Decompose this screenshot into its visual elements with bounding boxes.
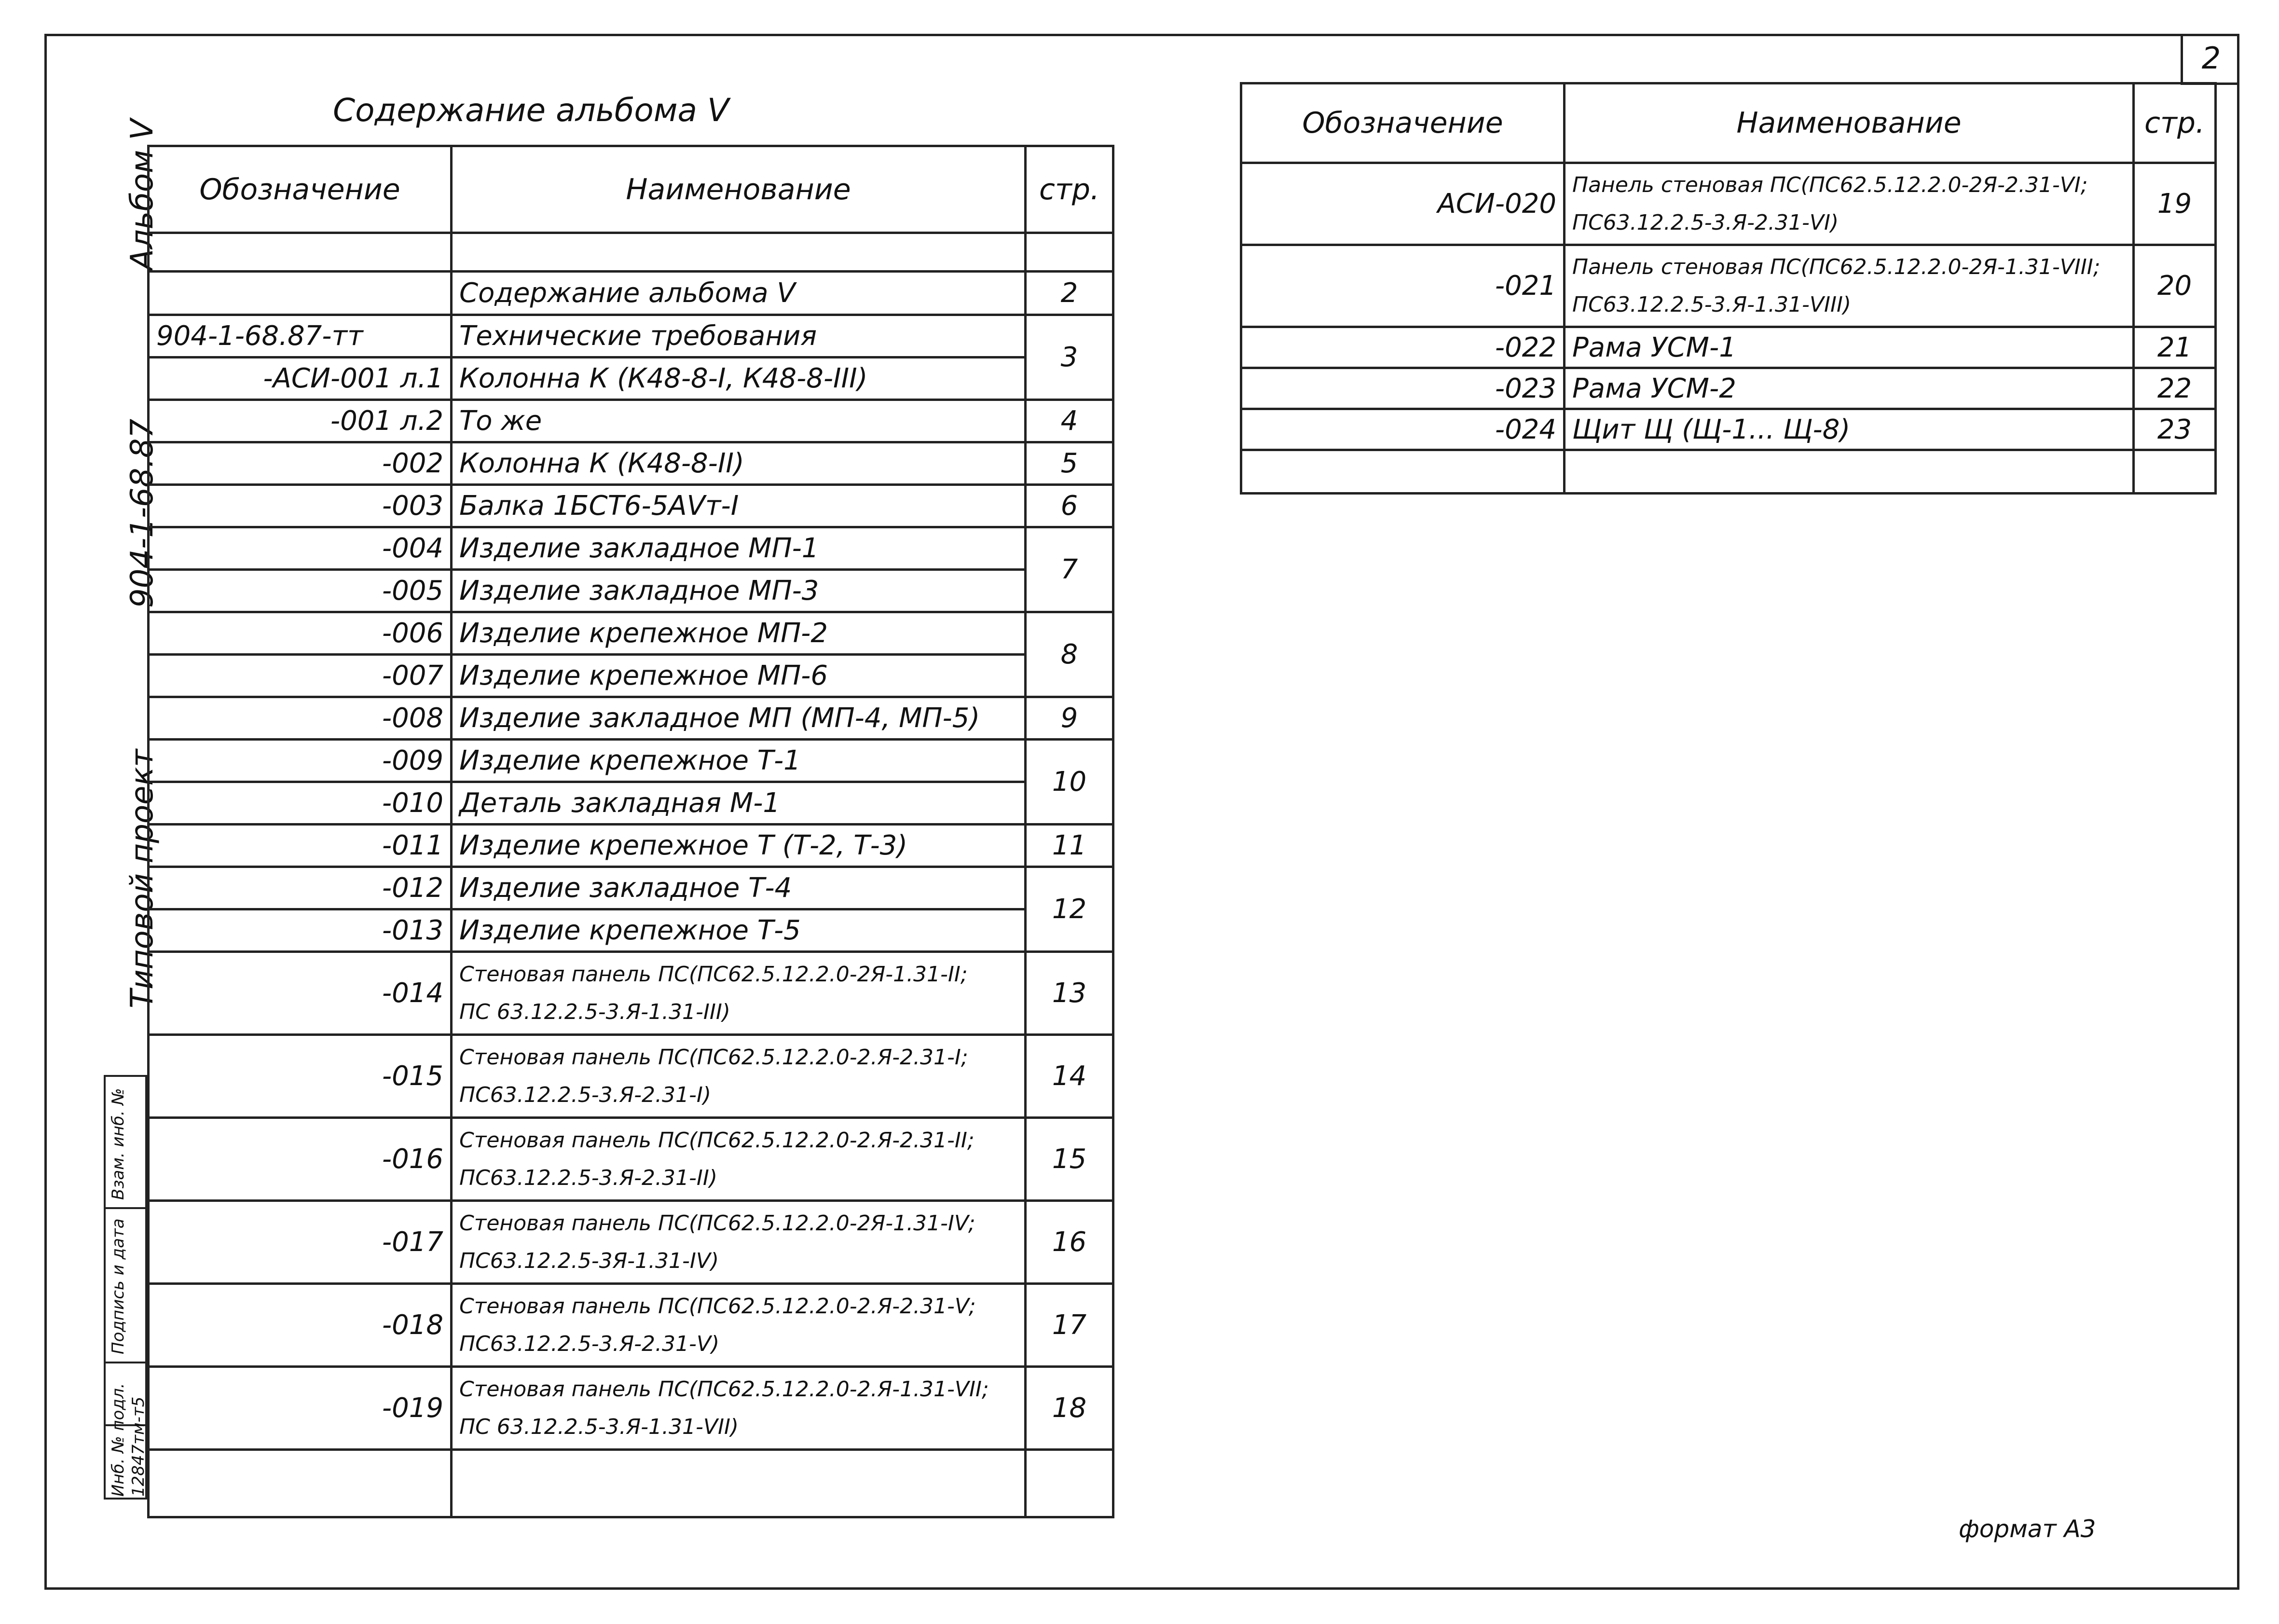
row-designation: -014 <box>149 952 452 1035</box>
row-page: 15 <box>1026 1118 1113 1201</box>
table-row <box>149 740 1113 782</box>
left-contents-table <box>147 145 1114 1518</box>
blank-cell <box>452 233 1026 272</box>
row-name: Колонна К (К48-8-I, К48-8-III) <box>452 358 1026 400</box>
row-name-line1: Стеновая панель ПС(ПС62.5.12.2.0-2.Я-2.31-V; <box>459 1294 976 1319</box>
row-designation: -018 <box>149 1284 452 1367</box>
row-designation: -016 <box>149 1118 452 1201</box>
row-page: 5 <box>1026 442 1113 485</box>
row-name-two-line <box>452 1284 1026 1367</box>
table-row <box>149 400 1113 442</box>
row-designation: -011 <box>149 825 452 867</box>
row-name-line1: Панель стеновая ПС(ПС62.5.12.2.0-2Я-2.31-VI; <box>1572 172 2088 197</box>
table-row <box>149 655 1113 697</box>
table-row <box>149 952 1113 1035</box>
row-name: Деталь закладная М-1 <box>452 782 1026 825</box>
table-row <box>149 1201 1113 1284</box>
row-name-two-line <box>452 1118 1026 1201</box>
row-page: 13 <box>1026 952 1113 1035</box>
row-page: 3 <box>1026 315 1113 400</box>
header-name: Наименование <box>1565 83 2134 163</box>
row-page: 11 <box>1026 825 1113 867</box>
row-designation: -013 <box>149 909 452 952</box>
table-row <box>1241 368 2216 409</box>
row-page: 10 <box>1026 740 1113 825</box>
row-designation: -015 <box>149 1035 452 1118</box>
row-name: Рама УСМ-1 <box>1565 327 2134 368</box>
row-name-line2: ПС63.12.2.5-3.Я-2.31-VI) <box>1572 210 1839 235</box>
blank-cell <box>149 233 452 272</box>
blank-cell <box>2134 450 2216 494</box>
row-name: Содержание альбома V <box>452 272 1026 315</box>
table-row <box>149 909 1113 952</box>
row-designation: 904-1-68.87-тт <box>149 315 452 358</box>
row-name-two-line <box>452 1201 1026 1284</box>
row-name-line2: ПС 63.12.2.5-3.Я-1.31-VII) <box>459 1414 739 1439</box>
row-page: 12 <box>1026 867 1113 952</box>
row-page: 9 <box>1026 697 1113 740</box>
stamp-replaced-inv: Взам. инб. № <box>109 1088 128 1200</box>
row-name-two-line <box>1565 245 2134 327</box>
blank-cell <box>1241 450 1565 494</box>
row-page: 17 <box>1026 1284 1113 1367</box>
album-side-label: Альбом V <box>124 119 160 270</box>
header-page: стр. <box>2134 83 2216 163</box>
row-name: Изделие закладное МП-3 <box>452 570 1026 612</box>
row-page: 6 <box>1026 485 1113 527</box>
table-row <box>149 527 1113 570</box>
row-name: Щит Щ (Щ-1... Щ-8) <box>1565 409 2134 450</box>
row-page: 8 <box>1026 612 1113 697</box>
row-designation: -022 <box>1241 327 1565 368</box>
row-name-line2: ПС63.12.2.5-3.Я-2.31-I) <box>459 1082 712 1107</box>
row-page: 2 <box>1026 272 1113 315</box>
row-page: 18 <box>1026 1367 1113 1450</box>
table-row <box>149 315 1113 358</box>
row-name: Изделие крепежное Т-1 <box>452 740 1026 782</box>
row-designation: АСИ-020 <box>1241 163 1565 245</box>
row-name-line2: ПС63.12.2.5-3Я-1.31-IV) <box>459 1248 719 1273</box>
table-row <box>149 1118 1113 1201</box>
row-name: Изделие закладное МП (МП-4, МП-5) <box>452 697 1026 740</box>
row-designation: -019 <box>149 1367 452 1450</box>
row-name: Изделие крепежное Т-5 <box>452 909 1026 952</box>
row-page: 19 <box>2134 163 2216 245</box>
table-row <box>149 1035 1113 1118</box>
blank-cell <box>1565 450 2134 494</box>
project-code-side-label: 904-1-68.87 <box>124 418 160 608</box>
header-name: Наименование <box>452 146 1026 233</box>
row-designation: -АСИ-001 л.1 <box>149 358 452 400</box>
format-label: формат А3 <box>1959 1515 2096 1543</box>
row-page: 7 <box>1026 527 1113 612</box>
row-name-line1: Панель стеновая ПС(ПС62.5.12.2.0-2Я-1.31-VIII; <box>1572 254 2101 279</box>
right-contents-table <box>1240 82 2217 495</box>
row-page: 23 <box>2134 409 2216 450</box>
row-name-two-line <box>452 1367 1026 1450</box>
row-designation: -012 <box>149 867 452 909</box>
row-name: Рама УСМ-2 <box>1565 368 2134 409</box>
row-designation: -003 <box>149 485 452 527</box>
row-name-line1: Стеновая панель ПС(ПС62.5.12.2.0-2Я-1.31-II; <box>459 962 968 987</box>
row-page: 21 <box>2134 327 2216 368</box>
row-designation: -001 л.2 <box>149 400 452 442</box>
row-page: 14 <box>1026 1035 1113 1118</box>
stamp-block <box>104 1075 147 1500</box>
row-name-line2: ПС 63.12.2.5-3.Я-1.31-III) <box>459 999 730 1024</box>
stamp-sign-date: Подпись и дата <box>109 1218 128 1354</box>
table-row <box>1241 327 2216 368</box>
row-designation: -017 <box>149 1201 452 1284</box>
row-name-line2: ПС63.12.2.5-3.Я-2.31-V) <box>459 1331 720 1356</box>
row-name: Изделие крепежное Т (Т-2, Т-3) <box>452 825 1026 867</box>
blank-cell <box>1026 233 1113 272</box>
table-row <box>149 442 1113 485</box>
row-name-two-line <box>452 952 1026 1035</box>
blank-cell <box>452 1450 1026 1517</box>
header-page: стр. <box>1026 146 1113 233</box>
row-name-line1: Стеновая панель ПС(ПС62.5.12.2.0-2.Я-2.31-I; <box>459 1045 968 1070</box>
header-designation: Обозначение <box>1241 83 1565 163</box>
row-name: Изделие закладное Т-4 <box>452 867 1026 909</box>
table-row-empty <box>149 1450 1113 1517</box>
row-designation: -023 <box>1241 368 1565 409</box>
row-name-line1: Стеновая панель ПС(ПС62.5.12.2.0-2.Я-2.31-II; <box>459 1128 975 1153</box>
row-name: Изделие крепежное МП-6 <box>452 655 1026 697</box>
row-designation: -005 <box>149 570 452 612</box>
row-name: То же <box>452 400 1026 442</box>
table-row <box>149 612 1113 655</box>
row-name: Изделие крепежное МП-2 <box>452 612 1026 655</box>
table-row-empty <box>1241 450 2216 494</box>
row-name: Изделие закладное МП-1 <box>452 527 1026 570</box>
table-row <box>149 570 1113 612</box>
row-name: Технические требования <box>452 315 1026 358</box>
table-row <box>149 782 1113 825</box>
stamp-inv-value: 12847тм-т5 <box>129 1396 148 1497</box>
row-name-two-line <box>452 1035 1026 1118</box>
row-designation: -010 <box>149 782 452 825</box>
table-row <box>149 358 1113 400</box>
row-designation: -002 <box>149 442 452 485</box>
table-row <box>149 825 1113 867</box>
row-name-line1: Стеновая панель ПС(ПС62.5.12.2.0-2.Я-1.31-VII; <box>459 1376 989 1402</box>
row-name-two-line <box>1565 163 2134 245</box>
table-row <box>149 1284 1113 1367</box>
table-row <box>149 272 1113 315</box>
table-row <box>149 867 1113 909</box>
row-designation: -006 <box>149 612 452 655</box>
row-page: 16 <box>1026 1201 1113 1284</box>
row-designation: -024 <box>1241 409 1565 450</box>
header-designation: Обозначение <box>149 146 452 233</box>
row-name-line2: ПС63.12.2.5-3.Я-2.31-II) <box>459 1165 718 1190</box>
contents-title: Содержание альбома V <box>333 92 729 129</box>
row-designation: -004 <box>149 527 452 570</box>
row-name-line1: Стеновая панель ПС(ПС62.5.12.2.0-2Я-1.31-IV; <box>459 1211 975 1236</box>
row-name: Колонна К (К48-8-II) <box>452 442 1026 485</box>
row-name: Балка 1БСТ6-5АVт-I <box>452 485 1026 527</box>
blank-cell <box>149 1450 452 1517</box>
row-page: 22 <box>2134 368 2216 409</box>
row-designation <box>149 272 452 315</box>
row-page: 20 <box>2134 245 2216 327</box>
row-designation: -021 <box>1241 245 1565 327</box>
page-number: 2 <box>2181 34 2239 85</box>
stamp-inv-no: Инб. № подл. <box>109 1383 128 1497</box>
table-row <box>1241 163 2216 245</box>
table-row <box>1241 409 2216 450</box>
blank-cell <box>1026 1450 1113 1517</box>
table-row <box>149 1367 1113 1450</box>
table-row <box>149 485 1113 527</box>
row-page: 4 <box>1026 400 1113 442</box>
row-designation: -008 <box>149 697 452 740</box>
table-row <box>149 697 1113 740</box>
row-designation: -007 <box>149 655 452 697</box>
project-type-side-label: Типовой проект <box>124 749 160 1008</box>
row-name-line2: ПС63.12.2.5-3.Я-1.31-VIII) <box>1572 292 1852 317</box>
row-designation: -009 <box>149 740 452 782</box>
table-row <box>1241 245 2216 327</box>
